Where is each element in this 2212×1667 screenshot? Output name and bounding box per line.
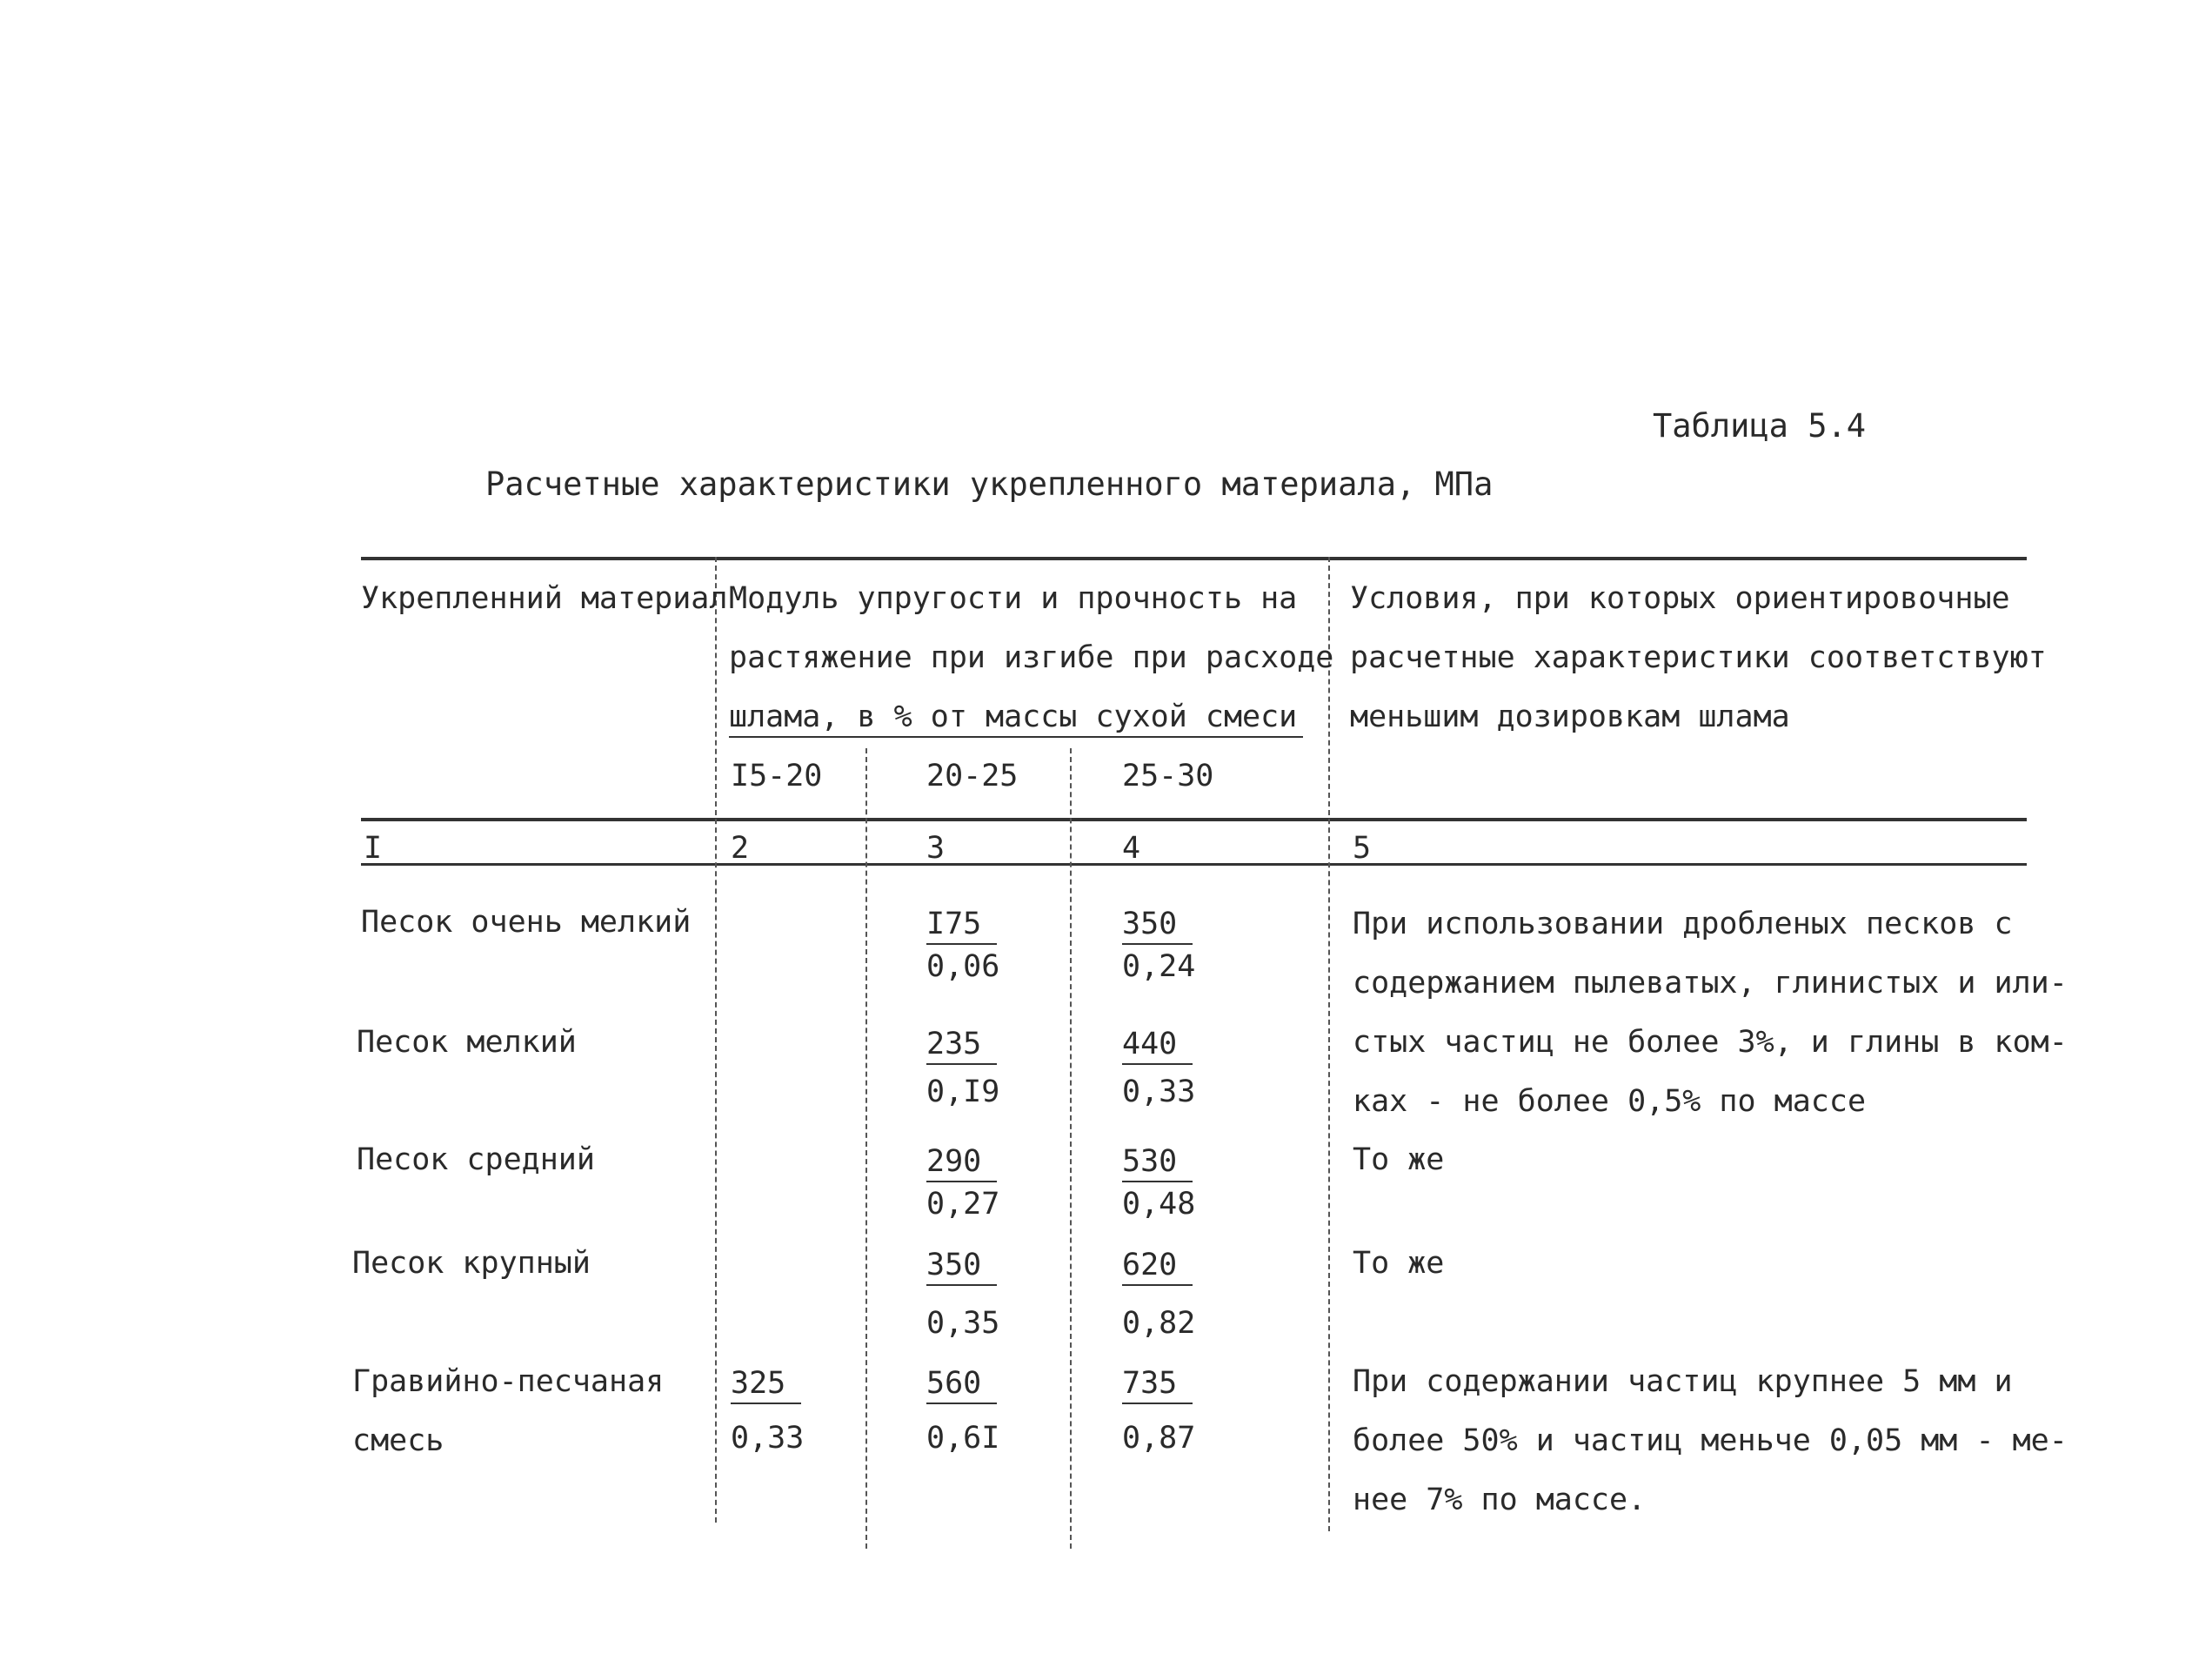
- modulus-value: I75: [926, 905, 997, 945]
- strength-value: 0,I9: [926, 1075, 1000, 1109]
- value-fraction: [926, 1025, 999, 1114]
- modulus-value: 560: [926, 1364, 997, 1404]
- row-material: Песок средний: [357, 1142, 595, 1177]
- strength-value: 0,06: [926, 949, 1000, 984]
- strength-value: 0,24: [1122, 949, 1196, 984]
- value-fraction: [926, 905, 999, 988]
- condition-line: содержанием пылеватых, глинистых и или-: [1353, 966, 2068, 1001]
- header-modulus-line-3: шлама, в % от массы сухой смеси: [729, 700, 1298, 734]
- header-conditions-line-1: Условия, при которых ориентировочные: [1350, 581, 2010, 616]
- strength-value: 0,35: [926, 1306, 1000, 1341]
- strength-value: 0,33: [1122, 1075, 1196, 1109]
- modulus-value: 350: [926, 1246, 997, 1286]
- header-sub-2: 20-25: [926, 759, 1019, 793]
- condition-line: нее 7% по массе.: [1353, 1483, 1647, 1517]
- value-fraction: [1122, 1142, 1195, 1226]
- header-conditions-line-3: меньшим дозировкам шлама: [1350, 700, 1790, 734]
- row-material: Песок крупный: [352, 1246, 591, 1281]
- modulus-value: 620: [1122, 1246, 1193, 1286]
- condition-line: более 50% и частиц меньче 0,05 мм - ме-: [1353, 1423, 2068, 1458]
- col-divider-2: [865, 748, 867, 1549]
- modulus-value: 325: [731, 1364, 801, 1404]
- col-number-4: 4: [1122, 831, 1141, 866]
- col-number-5: 5: [1353, 831, 1372, 866]
- subheader-underline: [729, 736, 1303, 738]
- header-material: Укрепленний материал: [361, 581, 728, 616]
- condition-line: стых частиц не более 3%, и глины в ком-: [1353, 1025, 2068, 1060]
- value-fraction: [1122, 1025, 1195, 1114]
- col-number-2: 2: [731, 831, 750, 866]
- col-divider-4: [1328, 557, 1330, 1531]
- row-material: Гравийно-песчаная: [352, 1364, 665, 1399]
- col-divider-1: [715, 557, 717, 1523]
- numbers-rule: [361, 863, 2027, 866]
- value-fraction: [1122, 905, 1195, 988]
- table-caption: Таблица 5.4: [1653, 407, 1867, 445]
- value-fraction: [731, 1364, 804, 1460]
- row-material: Песок мелкий: [357, 1025, 577, 1060]
- header-conditions-line-2: расчетные характеристики соответствуют: [1350, 640, 2047, 675]
- top-rule: [361, 557, 2027, 560]
- header-modulus-line-2: растяжение при изгибе при расходе: [729, 640, 1334, 675]
- modulus-value: 440: [1122, 1025, 1193, 1065]
- strength-value: 0,33: [731, 1421, 805, 1456]
- value-fraction: [926, 1364, 999, 1460]
- strength-value: 0,6I: [926, 1421, 1000, 1456]
- modulus-value: 350: [1122, 905, 1193, 945]
- header-sub-3: 25-30: [1122, 759, 1214, 793]
- header-sub-1: I5-20: [731, 759, 823, 793]
- condition-same: То же: [1353, 1142, 1445, 1177]
- condition-same: То же: [1353, 1246, 1445, 1281]
- condition-line: ках - не более 0,5% по массе: [1353, 1084, 1867, 1119]
- condition-line: При использовании дробленых песков с: [1353, 907, 2013, 941]
- strength-value: 0,82: [1122, 1306, 1196, 1341]
- modulus-value: 290: [926, 1142, 997, 1182]
- value-fraction: [1122, 1364, 1195, 1460]
- strength-value: 0,48: [1122, 1187, 1196, 1222]
- col-divider-3: [1070, 748, 1072, 1549]
- col-number-1: I: [364, 831, 383, 866]
- value-fraction: [926, 1246, 999, 1345]
- strength-value: 0,27: [926, 1187, 1000, 1222]
- value-fraction: [926, 1142, 999, 1226]
- value-fraction: [1122, 1246, 1195, 1345]
- strength-value: 0,87: [1122, 1421, 1196, 1456]
- condition-line: При содержании частиц крупнее 5 мм и: [1353, 1364, 2013, 1399]
- modulus-value: 735: [1122, 1364, 1193, 1404]
- row-material: Песок очень мелкий: [361, 905, 692, 940]
- header-modulus-line-1: Модуль упругости и прочность на: [729, 581, 1298, 616]
- row-material-cont: смесь: [352, 1423, 444, 1458]
- header-rule: [361, 818, 2027, 821]
- col-number-3: 3: [926, 831, 946, 866]
- modulus-value: 235: [926, 1025, 997, 1065]
- modulus-value: 530: [1122, 1142, 1193, 1182]
- table-title: Расчетные характеристики укрепленного материала, МПа: [485, 465, 1494, 503]
